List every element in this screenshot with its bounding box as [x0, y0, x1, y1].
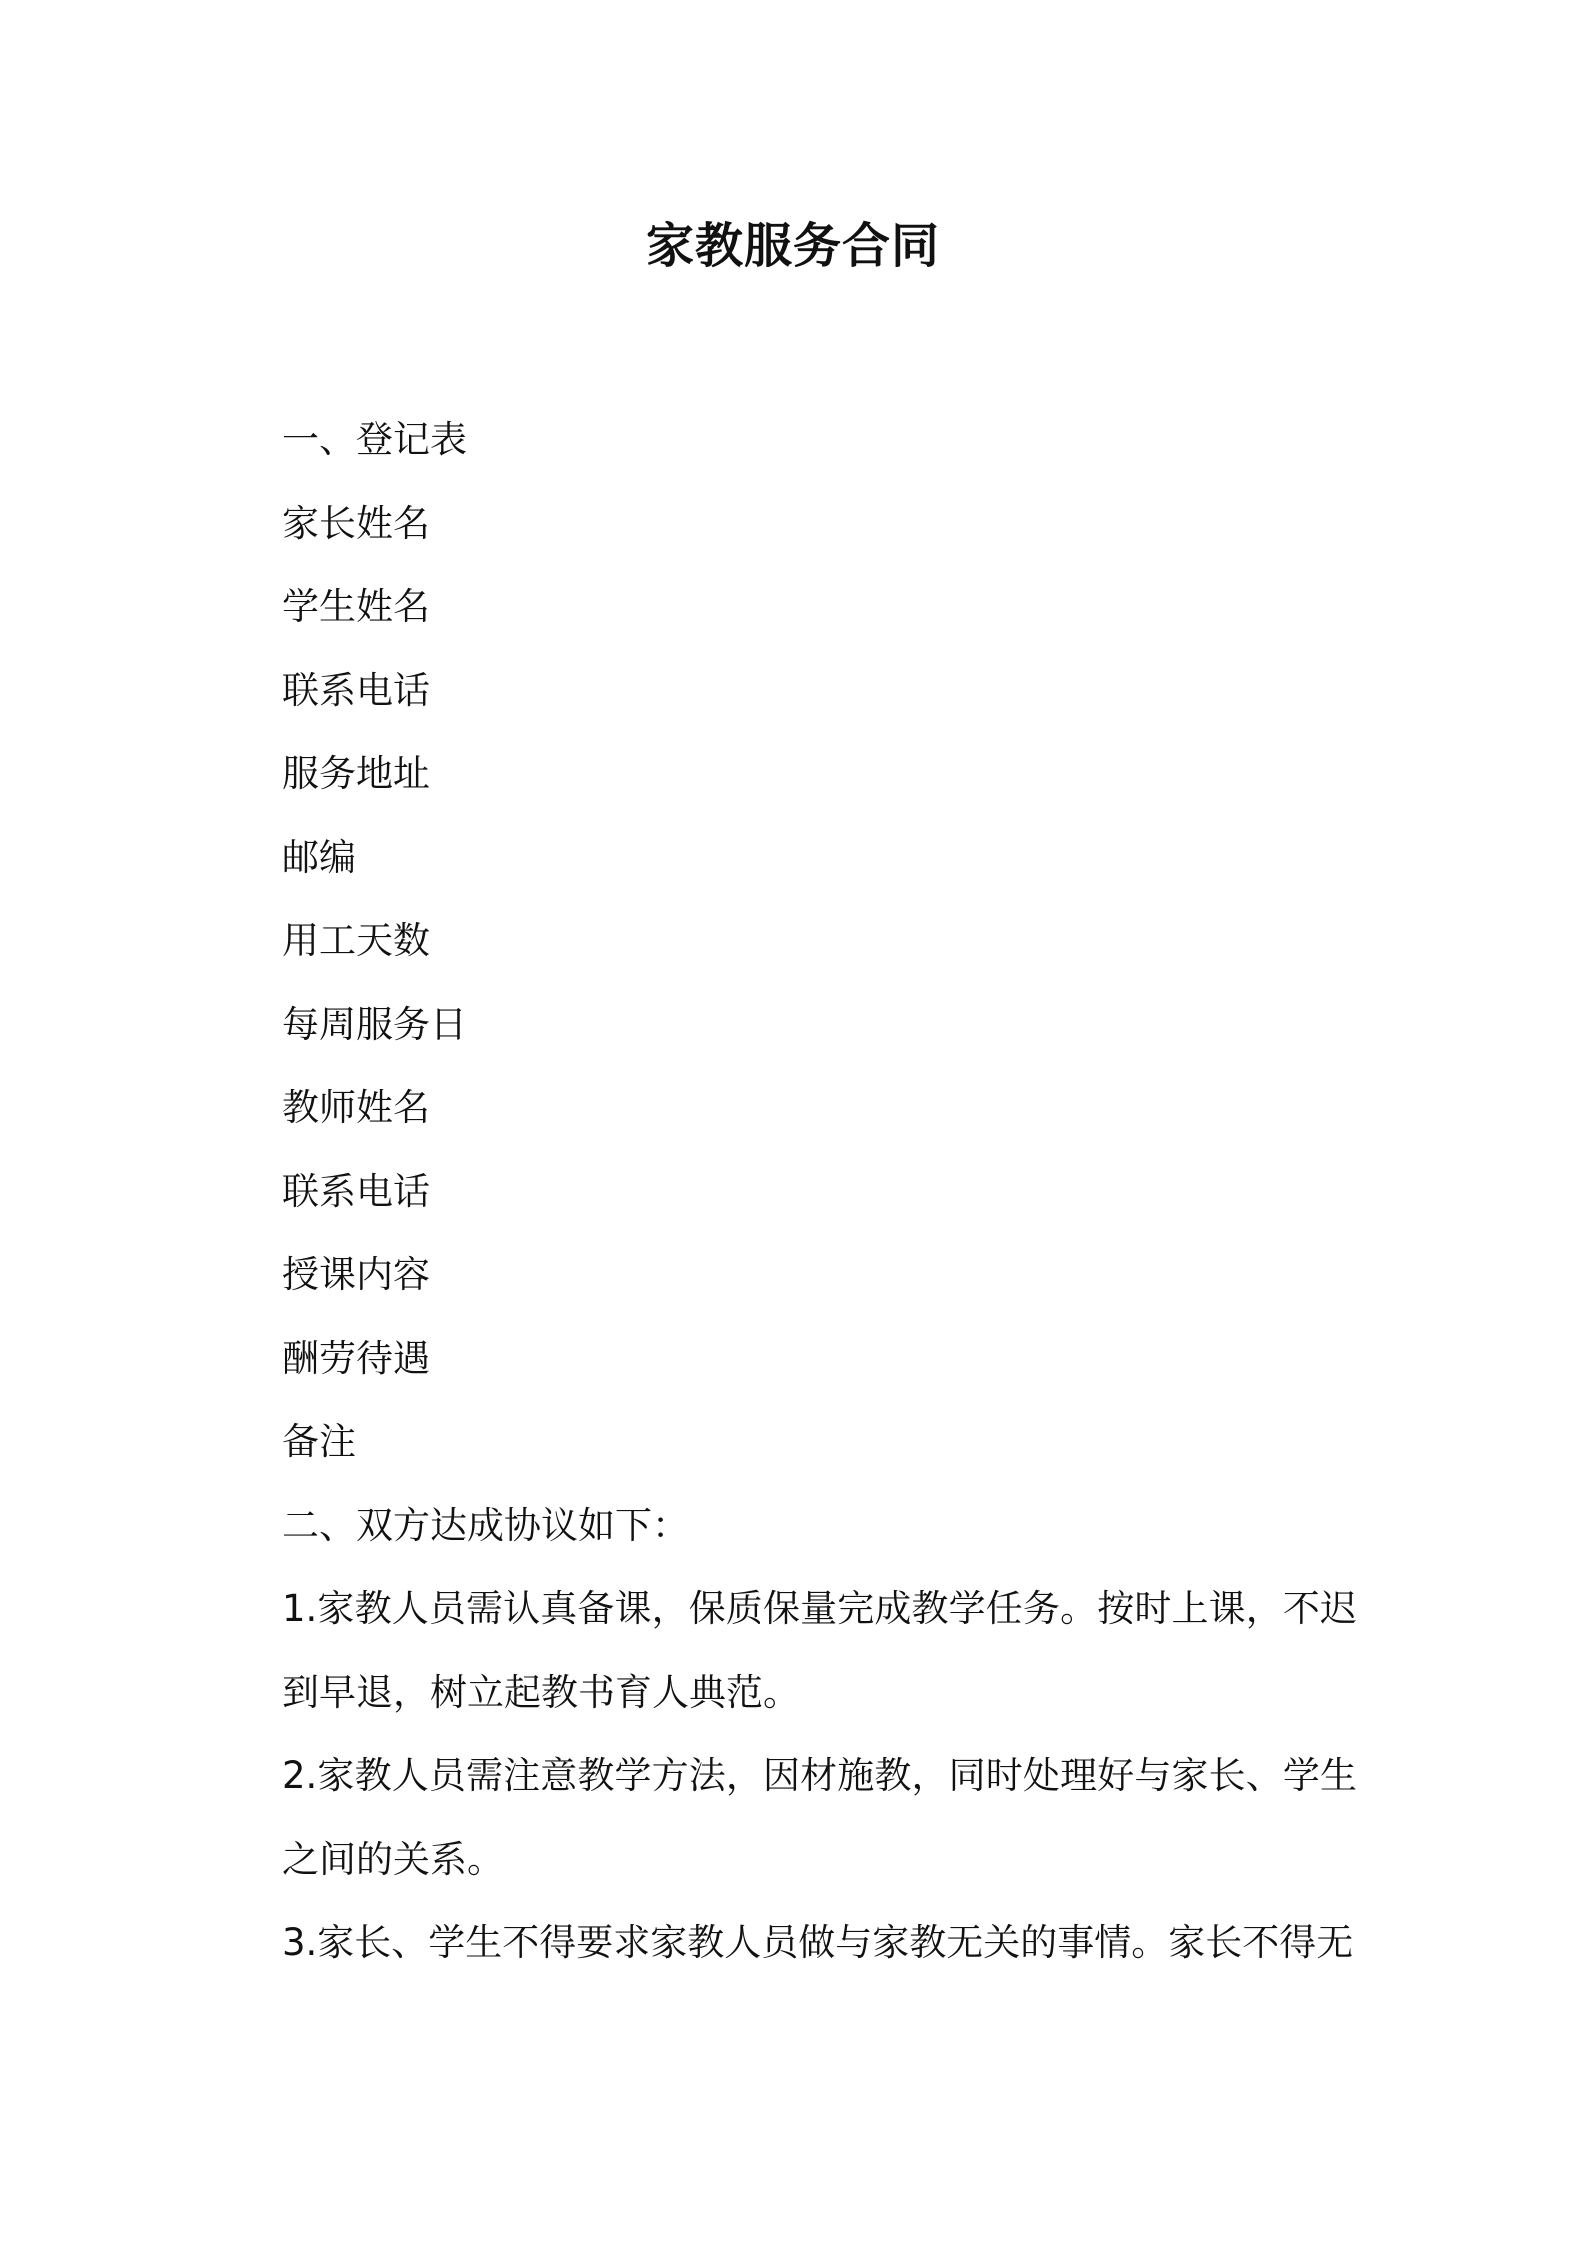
section-heading-agreement: 二、双方达成协议如下：	[282, 1503, 689, 1547]
clause-3: 3.家长、学生不得要求家教人员做与家教无关的事情。家长不得无	[282, 1921, 1354, 1964]
field-teacher-phone: 联系电话	[282, 1169, 430, 1213]
field-remarks: 备注	[282, 1420, 356, 1463]
field-student-name: 学生姓名	[282, 585, 430, 628]
field-weekly-service-day: 每周服务日	[282, 1002, 467, 1046]
document-body	[282, 398, 1357, 1985]
field-remuneration: 酬劳待遇	[282, 1336, 430, 1380]
field-parent-name: 家长姓名	[282, 501, 430, 545]
field-teacher-name: 教师姓名	[282, 1086, 430, 1129]
field-postcode: 邮编	[282, 835, 356, 879]
clause-1: 1.家教人员需认真备课，保质保量完成教学任务。按时上课，不迟到早退，树立起教书育人典范。	[282, 1587, 1357, 1714]
clause-2: 2.家教人员需注意教学方法，因材施教，同时处理好与家长、学生之间的关系。	[282, 1754, 1357, 1881]
section-heading-registration: 一、登记表	[282, 418, 467, 461]
field-service-address: 服务地址	[282, 752, 430, 795]
field-contact-phone: 联系电话	[282, 668, 430, 712]
field-work-days: 用工天数	[282, 919, 430, 962]
document-title: 家教服务合同	[645, 218, 940, 274]
field-teaching-content: 授课内容	[282, 1253, 430, 1296]
